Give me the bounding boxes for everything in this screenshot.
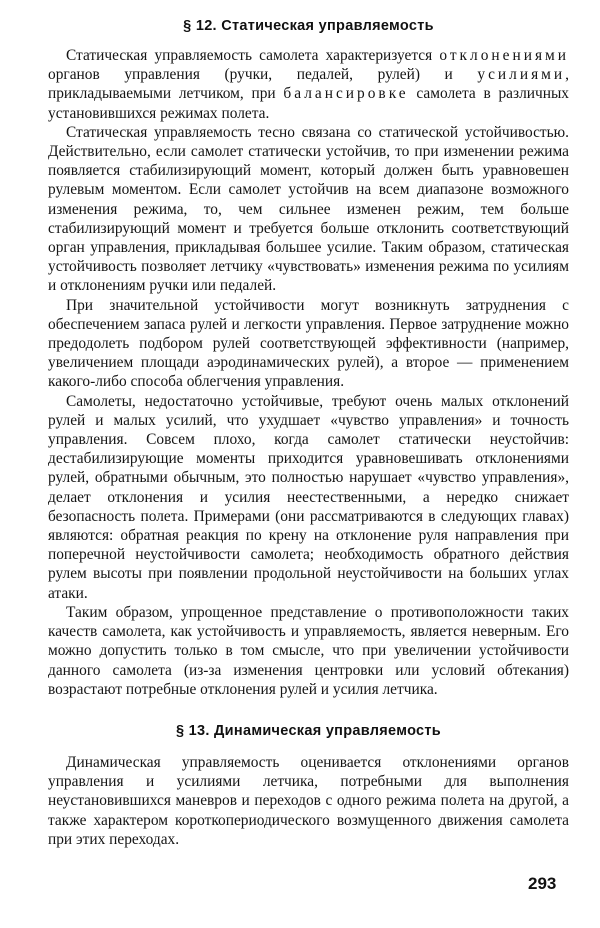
section-12-paragraph-3: При значительной устойчивости могут возникнуть затруднения с обеспечением запаса рулей и легкости управления. Первое затруднение можно предодолеть подбором рулей соответствующей эффективности (например, увеличением площади аэродинамических рулей), а второе — применением какого-либо способа облегчения управления. [48,296,569,391]
emphasized-term-deflections: отклонениями [439,47,569,64]
paragraph-text: органов управления (ручки, педалей, рулей) и [48,66,478,84]
emphasized-term-balancing: балансировке [283,85,409,103]
section-12-paragraph-5: Таким образом, упрощенное представление о противоположности таких качеств самолета, как устойчивость и управляемость, является неверным. Его можно допустить только в том смысле, что при увеличении устойчивости данного самолета (из-за изменения центровки или условий обтекания) возрастают потребные отклонения рулей и усилия летчика. [48,603,569,698]
section-12-paragraph-4: Самолеты, недостаточно устойчивые, требуют очень малых отклонений рулей и малых усилий, что ухудшает «чувство управления» и точность управления. Совсем плохо, когда самолет статически неустойчив: дестабилизирующие моменты приходится уравновешивать отклонениями рулей, обратными обычным, это полностью нарушает «чувство управления», делает отклонения и усилия неестественными, а нередко снижает безопасность полета. Примерами (они рассматриваются в следующих главах) являются: обратная реакция по крену на отклонение руля направления при поперечной неустойчивости самолета; необходимость обратного действия рулем высоты при появлении продольной неустойчивости на больших углах атаки. [48,392,569,602]
section-13-paragraph-1: Динамическая управляемость оценивается отклонениями органов управления и усилиями летчика, потребными для выполнения неустановившихся маневров и переходов с одного режима полета на другой, а также характером короткопериодического возмущенного движения самолета при этих переходах. [48,753,569,848]
section-12-paragraph-2: Статическая управляемость тесно связана со статической устойчивостью. Действительно, если самолет статически устойчив, то при изменении режима появляется стабилизирующий момент, который должен быть уравновешен рулевым моментом. Если самолет устойчив на всем диапазоне возможного изменения режима, то, чем сильнее изменен режим, тем больше стабилизирующий момент и требуется больше отклонить соответствующий орган управления, прикладывая большее усилие. Таким образом, статическая устойчивость позволяет летчику «чувствовать» изменения режима по усилиям и отклонениям ручки или педалей. [48,123,569,295]
section-12-paragraph-1 [48,46,569,123]
paragraph-text: самолета в различных установившихся режимах полета. [48,85,569,122]
paragraph-text: , прикладываемыми летчиком, при [48,66,569,103]
emphasized-term-forces: усилиями [477,66,566,84]
book-page [48,16,569,849]
page-number: 293 [528,874,557,893]
section-12-heading: § 12. Статическая управляемость [183,18,434,34]
section-13-heading: § 13. Динамическая управляемость [175,722,442,739]
paragraph-text: Статическая управляемость самолета характеризуется [66,47,440,64]
